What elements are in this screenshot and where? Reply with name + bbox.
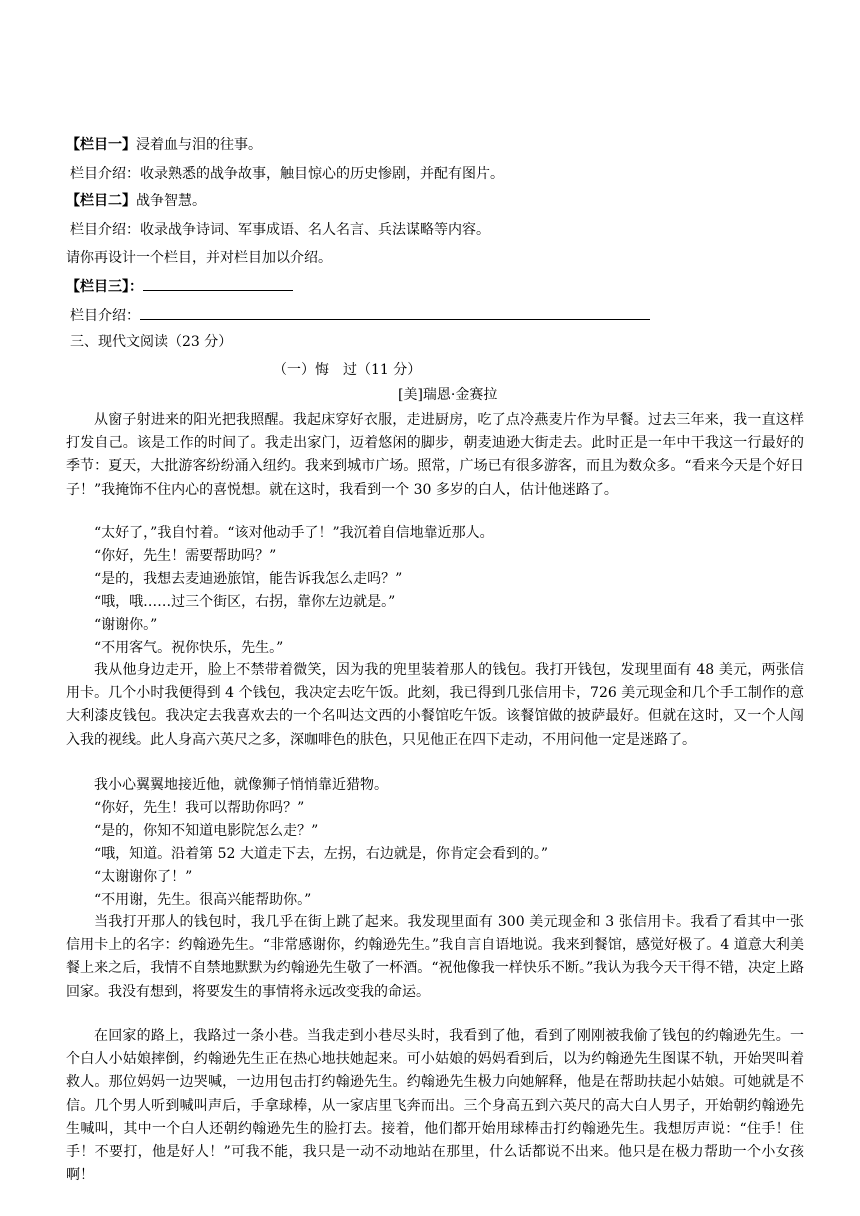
story-paragraph-3: 当我打开那人的钱包时，我几乎在街上跳了起来。我发现里面有 300 美元现金和 3 张信用卡。我看了看其中一张信用卡上的名字：约翰逊先生。“非常感谢你，约翰逊先生。”我自言自语地说。我来到餐馆，感觉好极了。4 道意大利美餐上来之后，我情不自禁地默默为约翰逊先生敬了一杯酒。“祝他像我一样快乐不断。”我认为我今天干得不错，决定上路回家。我没有想到，将要发生的事情将永远改变我的命运。 bbox=[66, 914, 804, 1000]
dialogue-line-9: “是的，你知不知道电影院怎么走？” bbox=[94, 823, 319, 839]
column-two-label: 【栏目二】 bbox=[66, 193, 136, 209]
dialogue-line-11: “太谢谢你了！” bbox=[94, 869, 193, 885]
design-prompt: 请你再设计一个栏目，并对栏目加以介绍。 bbox=[66, 250, 332, 266]
dialogue-line-8: “你好，先生！我可以帮助你吗？” bbox=[94, 800, 305, 816]
section-heading: 三、现代文阅读（23 分） bbox=[70, 334, 233, 350]
dialogue-line-6: “不用客气。祝你快乐，先生。” bbox=[94, 640, 284, 656]
column-one-intro: 栏目介绍：收录熟悉的战争故事，触目惊心的历史惨剧，并配有图片。 bbox=[70, 166, 504, 182]
dialogue-line-12: “不用谢，先生。很高兴能帮助你。” bbox=[94, 892, 312, 908]
story-paragraph-4: 在回家的路上，我路过一条小巷。当我走到小巷尽头时，我看到了他，看到了刚刚被我偷了钱包的约翰逊先生。一个白人小姑娘摔倒，约翰逊先生正在热心地扶她起来。可小姑娘的妈妈看到后，以为约翰逊先生图谋不轨，开始哭叫着救人。那位妈妈一边哭喊，一边用包击打约翰逊先生。约翰逊先生极力向她解释，他是在帮助扶起小姑娘。可她就是不信。几个男人听到喊叫声后，手拿球棒，从一家店里飞奔而出。三个身高五到六英尺的高大白人男子，开始朝约翰逊先生喊叫，其中一个白人还朝约翰逊先生的脸打去。接着，他们都开始用球棒击打约翰逊先生。我想厉声说：“住手！住手！不要打，他是好人！”可我不能，我只是一动不动地站在那里，什么话都说不出来。他只是在极力帮助一个小女孩啊！ bbox=[66, 1028, 804, 1184]
column-one-title: 浸着血与泪的往事。 bbox=[136, 137, 262, 153]
story-paragraph-2: 我从他身边走开，脸上不禁带着微笑，因为我的兜里装着那人的钱包。我打开钱包，发现里面有 48 美元，两张信用卡。几个小时我便得到 4 个钱包，我决定去吃午饭。此刻，我已得到几张信用卡，726 美元现金和几个手工制作的意大利漆皮钱包。我决定去我喜欢去的一个名叫达文西的小餐馆吃午饭。该餐馆做的披萨最好。但就在这时，又一个人闯入我的视线。此人身高六英尺之多，深咖啡色的肤色，只见他正在四下走动，不用问他一定是迷路了。 bbox=[66, 662, 804, 748]
column-two-title: 战争智慧。 bbox=[136, 193, 206, 209]
column-two-line bbox=[66, 191, 206, 211]
dialogue-line-2: “你好，先生！需要帮助吗？” bbox=[94, 548, 277, 564]
column-three-line bbox=[66, 276, 293, 296]
dialogue-line-1: “太好了，”我自忖着。“该对他动手了！”我沉着自信地靠近那人。 bbox=[94, 525, 494, 541]
dialogue-line-3: “是的，我想去麦迪逊旅馆，能告诉我怎么走吗？” bbox=[94, 571, 403, 587]
column-one-label: 【栏目一】 bbox=[66, 137, 136, 153]
column-two-intro: 栏目介绍：收录战争诗词、军事成语、名人名言、兵法谋略等内容。 bbox=[70, 222, 490, 238]
column-three-intro-line bbox=[70, 305, 650, 325]
dialogue-line-10: “哦，知道。沿着第 52 大道走下去，左拐，右边就是，你肯定会看到的。” bbox=[94, 846, 549, 862]
story-title: （一）悔 过（11 分） bbox=[273, 362, 422, 378]
column-one-line bbox=[66, 135, 262, 155]
story-author: [美]瑞恩·金赛拉 bbox=[398, 387, 498, 403]
story-paragraph-1: 从窗子射进来的阳光把我照醒。我起床穿好衣服，走进厨房，吃了点冷燕麦片作为早餐。过去三年来，我一直这样打发自己。该是工作的时间了。我走出家门，迈着悠闲的脚步，朝麦迪逊大街走去。此时正是一年中干我这一行最好的季节：夏天，大批游客纷纷涌入纽约。我来到城市广场。照常，广场已有很多游客，而且为数众多。“看来今天是个好日子！”我掩饰不住内心的喜悦想。就在这时，我看到一个 30 多岁的白人，估计他迷路了。 bbox=[66, 412, 804, 498]
dialogue-line-7: 我小心翼翼地接近他，就像狮子悄悄靠近猎物。 bbox=[94, 777, 388, 793]
column-three-intro-label: 栏目介绍： bbox=[70, 308, 140, 324]
column-three-intro-blank[interactable] bbox=[140, 305, 650, 320]
dialogue-line-4: “哦，哦……过三个街区，右拐，靠你左边就是。” bbox=[94, 594, 396, 610]
column-three-answer-blank[interactable] bbox=[143, 276, 293, 291]
column-three-label: 【栏目三】： bbox=[66, 279, 143, 295]
dialogue-line-5: “谢谢你。” bbox=[94, 617, 158, 633]
